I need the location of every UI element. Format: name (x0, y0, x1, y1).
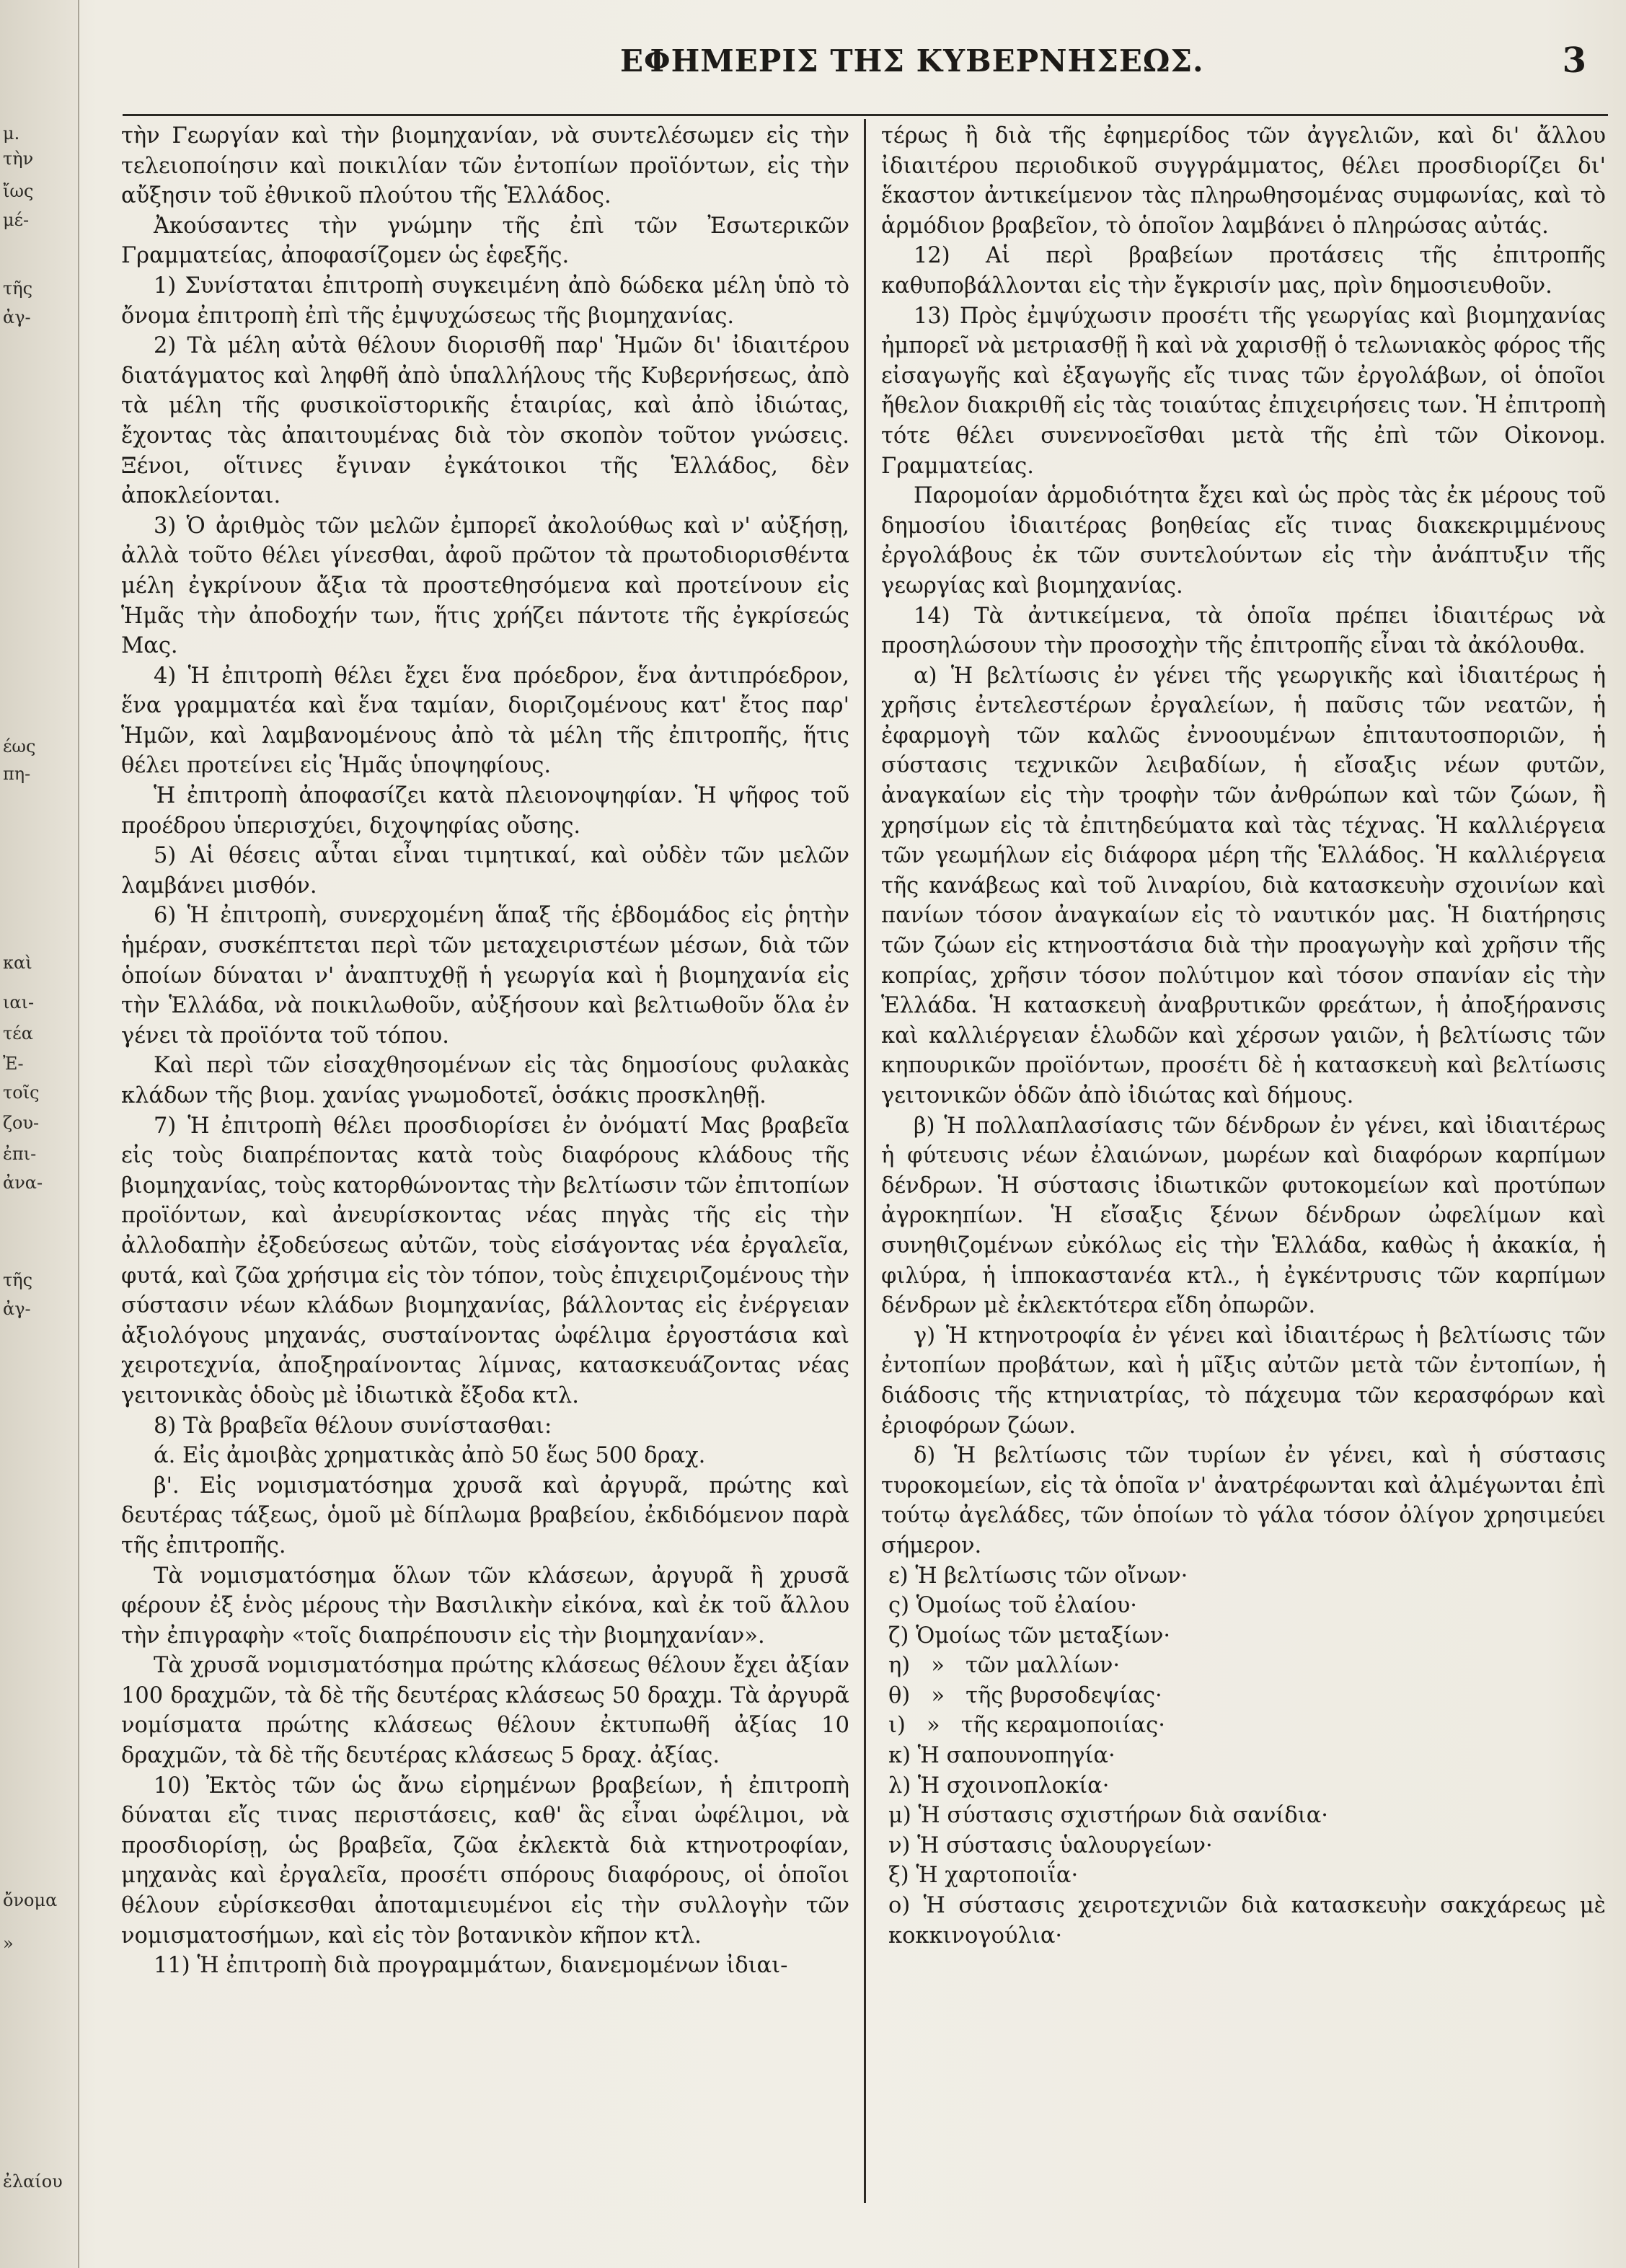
margin-fragment: ζου- (3, 1113, 40, 1133)
header-rule (123, 114, 1608, 116)
article-10: 10) Ἐκτὸς τῶν ὡς ἄνω εἰρημένων βραβείων, ἡ ἐπιτροπὴ δύναται εἴς τινας περιστάσεις, καθ' ἃς εἶναι ὠφέλιμοι, νὰ προσδιορίσῃ, ὡς βραβεῖα, ζῶα ἐκλεκτὰ διὰ κτηνοτροφίαν, μηχανὰς καὶ ἐργαλεῖα, προσέτι σπόρους διαφόρους, οἱ ὁποῖοι θέλουν εὑρίσκεσθαι ἀποταμιευμένοι εἰς τὴν συλλογὴν τῶν νομισματοσήμων, καὶ εἰς τὸν βοτανικὸν κῆπον κτλ. (121, 1773, 849, 1949)
list-item: ο) Ἡ σύστασις χειροτεχνιῶν διὰ κατασκευὴν σακχάρεως μὲ κοκκινογούλια· (888, 1893, 1606, 1949)
article-5: 5) Αἱ θέσεις αὗται εἶναι τιμητικαί, καὶ οὐδὲν τῶν μελῶν λαμβάνει μισθόν. (121, 843, 849, 899)
article-4: 4) Ἡ ἐπιτροπὴ θέλει ἔχει ἕνα πρόεδρον, ἕνα ἀντιπρόεδρον, ἕνα γραμματέα καὶ ἕνα ταμίαν, διοριζομένους κατ' ἔτος παρ' Ἡμῶν, καὶ λαμβανομένους ἀπὸ τὰ μέλη τῆς ἐπιτροπῆς, ἥτις θέλει προτείνει εἰς Ἡμᾶς ὑποψηφίους. (121, 663, 849, 779)
margin-fragment: ἴως (3, 181, 34, 201)
newspaper-title: ΕΦΗΜΕΡΙΣ ΤΗΣ ΚΥΒΕΡΝΗΣΕΩΣ. (620, 43, 1204, 79)
list-item: μ) Ἡ σύστασις σχιστήρων διὰ σανίδια· (888, 1803, 1328, 1829)
margin-fragment: τέα (3, 1023, 33, 1043)
article-13: 13) Πρὸς ἐμψύχωσιν προσέτι τῆς γεωργίας καὶ βιομηχανίας ἠμπορεῖ νὰ μετριασθῇ ἢ καὶ νὰ χαρισθῇ ὁ τελωνιακὸς φόρος τῆς εἰσαγωγῆς καὶ ἐξαγωγῆς εἴς τινας τῶν ἐργολάβων, οἱ ὁποῖοι ἤθελον διακριθῆ εἰς τὰς τοιαύτας ἐπιχειρήσεις των. Ἡ ἐπιτροπὴ τότε θέλει συνεννοεῖσθαι μετὰ τῆς ἐπὶ τῶν Οἰκονομ. Γραμματείας. (881, 303, 1606, 479)
margin-fragment: ἐπι- (3, 1144, 37, 1164)
list-item: η) » τῶν μαλλίων· (888, 1653, 1121, 1679)
page-number: 3 (1562, 40, 1586, 81)
list-item: ζ) Ὁμοίως τῶν μεταξίων· (888, 1623, 1171, 1649)
margin-fragment: μέ- (3, 210, 30, 230)
list-item: λ) Ἡ σχοινοπλοκία· (888, 1773, 1110, 1799)
article-3: 3) Ὁ ἀριθμὸς τῶν μελῶν ἐμπορεῖ ἀκολούθως καὶ ν' αὐξήσῃ, ἀλλὰ τοῦτο θέλει γίνεσθαι, ἀφοῦ πρῶτον τὰ πρωτοδιορισθέντα μέλη ἐγκρίνουν ἄξια τὰ προστεθησόμενα καὶ προτείνουν εἰς Ἡμᾶς τὴν ἀποδοχήν των, ἥτις χρήζει πάντοτε τῆς ἐγκρίσεώς Μας. (121, 513, 849, 659)
paragraph: τέρως ἢ διὰ τῆς ἐφημερίδος τῶν ἀγγελιῶν, καὶ δι' ἄλλου ἰδιαιτέρου περιοδικοῦ συγγράμματος, θέλει προσδιορίζει δι' ἕκαστον ἀντικείμενον τὰς πληρωθησομένας συμφωνίας, καὶ τὸ ἁρμόδιον βραβεῖον, τὸ ὁποῖον λαμβάνει ὁ πληρώσας αὐτάς. (881, 123, 1606, 239)
column-divider (864, 119, 866, 2203)
margin-fragment: τῆς (3, 278, 33, 299)
paragraph: Καὶ περὶ τῶν εἰσαχθησομένων εἰς τὰς δημοσίους φυλακὰς κλάδων τῆς βιομ. χανίας γνωμοδοτεῖ, ὁσάκις προσκληθῇ. (121, 1053, 849, 1108)
left-column (121, 121, 849, 2256)
margin-fragment: ἀγ- (3, 307, 31, 327)
margin-fragment: πη- (3, 764, 31, 784)
list-item: ε) Ἡ βελτίωσις τῶν οἴνων· (888, 1563, 1188, 1589)
margin-fragment: τῆς (3, 1270, 33, 1290)
article-11: 11) Ἡ ἐπιτροπὴ διὰ προγραμμάτων, διανεμομένων ἰδιαι- (154, 1953, 788, 1979)
margin-fragment: ιαι- (3, 992, 35, 1012)
item-alpha: α) Ἡ βελτίωσις ἐν γένει τῆς γεωργικῆς καὶ ἰδιαιτέρως ἡ χρῆσις ἐντελεστέρων ἐργαλείων, ἡ παῦσις τῶν νεατῶν, ἡ ἐφαρμογὴ τῶν καλῶς ἐννοουμένων ἐπιταυτοσποριῶν, ἡ σύστασις τεχνικῶν λειβαδίων, ἡ εἴσαξις νέων φυτῶν, ἀναγκαίων εἰς τὴν τροφὴν τῶν ἀνθρώπων καὶ τῶν ζώων, ἢ χρησίμων εἰς τὰ ἐπιτηδεύματα καὶ τὰς τέχνας. Ἡ καλλιέργεια τῶν γεωμήλων εἰς διάφορα μέρη τῆς Ἑλλάδος. Ἡ καλλιέργεια τῆς κανάβεως καὶ τοῦ λιναρίου, διὰ κατασκευὴν σχοινίων καὶ πανίων τόσον ἀναγκαίων εἰς τὸ ναυτικόν μας. Ἡ διατήρησις τῶν ζώων εἰς κτηνοστάσια διὰ τὴν προαγωγὴν καὶ χρῆσιν τῆς κοπρίας, χρῆσιν τόσον πολύτιμον καὶ τόσον σπανίαν εἰς τὴν Ἑλλάδα. Ἡ κατασκευὴ ἀναβρυτικῶν φρεάτων, ἡ ἀποξήρανσις καὶ καλλιέργειαν ἑλωδῶν καὶ χέρσων γαιῶν, ἡ βελτίωσις τῶν κηπουρικῶν προϊόντων, προσέτι δὲ ἡ κατασκευὴ καὶ βελτίωσις γειτονικῶν ὁδῶν ἀπὸ ἰδιώτας καὶ δήμους. (881, 663, 1606, 1108)
list-item: ξ) Ἡ χαρτοποιΐα· (888, 1863, 1079, 1889)
article-8-item-a: ά. Εἰς ἀμοιβὰς χρηματικὰς ἀπὸ 50 ἕως 500 δραχ. (154, 1443, 706, 1469)
paragraph: Τὰ νομισματόσημα ὅλων τῶν κλάσεων, ἀργυρᾶ ἢ χρυσᾶ φέρουν ἐξ ἑνὸς μέρους τὴν Βασιλικὴν εἰκόνα, καὶ ἐκ τοῦ ἄλλου τὴν ἐπιγραφὴν «τοῖς διαπρέπουσιν εἰς τὴν βιομηχανίαν». (121, 1563, 849, 1649)
item-beta: β) Ἡ πολλαπλασίασις τῶν δένδρων ἐν γένει, καὶ ἰδιαιτέρως ἡ φύτευσις νέων ἐλαιώνων, μωρέων καὶ διαφόρων καρπίμων δένδρων. Ἡ σύστασις ἰδιωτικῶν φυτοκομείων καὶ προτύπων ἀγροκηπίων. Ἡ εἴσαξις ξένων δένδρων ὠφελίμων καὶ συνηθιζομένων εὐκόλως εἰς τὴν Ἑλλάδα, καθὼς ἡ ἀκακία, ἡ φιλύρα, ἡ ἱπποκαστανέα κτλ., ἡ ἐγκέντρυσις τῶν καρπίμων δένδρων μὲ ἐκλεκτότερα εἴδη ὀπωρῶν. (881, 1113, 1606, 1319)
margin-fragment: τὴν (3, 149, 34, 169)
paragraph: Ἀκούσαντες τὴν γνώμην τῆς ἐπὶ τῶν Ἐσωτερικῶν Γραμματείας, ἀποφασίζομεν ὡς ἑφεξῆς. (121, 213, 849, 269)
margin-fragment: ἐλαίου (3, 2171, 63, 2192)
margin-fragment: μ. (3, 123, 20, 144)
margin-fragment: τοῖς (3, 1082, 40, 1103)
item-gamma: γ) Ἡ κτηνοτροφία ἐν γένει καὶ ἰδιαιτέρως ἡ βελτίωσις τῶν ἐντοπίων προβάτων, καὶ ἡ μῖξις αὐτῶν μετὰ τῶν ἐντοπίων, ἡ διάδοσις τῆς κτηνιατρίας, τὸ πάχευμα τῶν κερασφόρων καὶ ἐριοφόρων ζώων. (881, 1323, 1606, 1439)
paragraph: Τὰ χρυσᾶ νομισματόσημα πρώτης κλάσεως θέλουν ἔχει ἀξίαν 100 δραχμῶν, τὰ δὲ τῆς δευτέρας κλάσεως 50 δραχμ. Τὰ ἀργυρᾶ νομίσματα πρώτης κλάσεως θέλουν ἐκτυπωθῆ ἀξίας 10 δραχμῶν, τὰ δὲ τῆς δευτέρας κλάσεως 5 δραχ. ἀξίας. (121, 1653, 849, 1769)
margin-fragment: ἀγ- (3, 1299, 31, 1319)
article-7: 7) Ἡ ἐπιτροπὴ θέλει προσδιορίσει ἐν ὀνόματί Μας βραβεῖα εἰς τοὺς διαπρέποντας κατὰ τοὺς διαφόρους κλάδους τῆς βιομηχανίας, τοὺς κατορθώνοντας τὴν βελτίωσιν τῶν ἐπιτοπίων προϊόντων, καὶ ἀνευρίσκοντας νέας πηγὰς τῆς εἰς τὴν ἀλλοδαπὴν ἐξοδεύσεως αὐτῶν, τοὺς εἰσάγοντας νέα ἐργαλεῖα, φυτά, καὶ ζῶα χρήσιμα εἰς τὸν τόπον, τοὺς ἐπιχειριζομένους τὴν σύστασιν νέων κλάδων βιομηχανίας, βάλλοντας εἰς ἐνέργειαν ἀξιολόγους μηχανάς, συσταίνοντας ὠφέλιμα ἐργοστάσια καὶ χειροτεχνία, ἀποξηραίνοντας λίμνας, κατασκευάζοντας νέας γειτονικὰς ὁδοὺς μὲ ἰδιωτικὰ ἔξοδα κτλ. (121, 1113, 849, 1408)
margin-fragment: » (3, 1933, 14, 1954)
list-item: ν) Ἡ σύστασις ὑαλουργείων· (888, 1832, 1213, 1858)
article-6: 6) Ἡ ἐπιτροπὴ, συνερχομένη ἅπαξ τῆς ἑβδομάδος εἰς ῥητὴν ἡμέραν, συσκέπτεται περὶ τῶν μεταχειριστέων μέσων, διὰ τῶν ὁποίων δύναται ν' ἀναπτυχθῇ ἡ γεωργία καὶ ἡ βιομηχανία εἰς τὴν Ἑλλάδα, νὰ ποικιλωθοῦν, αὐξήσουν καὶ βελτιωθοῦν ὅλα ἐν γένει τὰ προϊόντα τοῦ τόπου. (121, 903, 849, 1049)
article-1: 1) Συνίσταται ἐπιτροπὴ συγκειμένη ἀπὸ δώδεκα μέλη ὑπὸ τὸ ὄνομα ἐπιτροπὴ ἐπὶ τῆς ἐμψυχώσεως τῆς βιομηχανίας. (121, 273, 849, 329)
margin-fragment: Ἐ- (3, 1054, 24, 1074)
right-column (881, 121, 1606, 2256)
list-item: ι) » τῆς κεραμοποιίας· (888, 1713, 1165, 1739)
paragraph: τὴν Γεωργίαν καὶ τὴν βιομηχανίαν, νὰ συντελέσωμεν εἰς τὴν τελειοποίησιν καὶ ποικιλίαν τῶν ἐντοπίων προϊόντων, εἰς τὴν αὔξησιν τοῦ ἐθνικοῦ πλούτου τῆς Ἑλλάδος. (121, 123, 849, 209)
article-12: 12) Αἱ περὶ βραβείων προτάσεις τῆς ἐπιτροπῆς καθυποβάλλονται εἰς τὴν ἔγκρισίν μας, πρὶν δημοσιευθοῦν. (881, 243, 1606, 299)
article-14: 14) Τὰ ἀντικείμενα, τὰ ὁποῖα πρέπει ἰδιαιτέρως νὰ προσηλώσουν τὴν προσοχὴν τῆς ἐπιτροπῆς εἶναι τὰ ἀκόλουθα. (881, 603, 1606, 659)
item-delta: δ) Ἡ βελτίωσις τῶν τυρίων ἐν γένει, καὶ ἡ σύστασις τυροκομείων, εἰς τὰ ὁποῖα ν' ἀνατρέφωνται καὶ ἀλμέγωνται ἐπὶ τούτῳ ἀγελάδες, τῶν ὁποίων τὸ γάλα τόσον ὀλίγον χρησιμεύει σήμερον. (881, 1443, 1606, 1558)
margin-fragment: ἀνα- (3, 1173, 43, 1193)
paragraph: Παρομοίαν ἁρμοδιότητα ἔχει καὶ ὡς πρὸς τὰς ἐκ μέρους τοῦ δημοσίου ἰδιαιτέρας βοηθείας εἴς τινας διακεκριμμένους ἐργολάβους ἐκ τῶν συντελούντων εἰς τὴν ἀνάπτυξιν τῆς γεωργίας καὶ βιομηχανίας. (881, 483, 1606, 599)
margin-fragment: έως (3, 736, 36, 756)
list-item: θ) » τῆς βυρσοδεψίας· (888, 1682, 1162, 1708)
margin-fragment: ὄνομα (3, 1890, 58, 1910)
article-2: 2) Τὰ μέλη αὐτὰ θέλουν διορισθῆ παρ' Ἡμῶν δι' ἰδιαιτέρου διατάγματος καὶ ληφθῆ ἀπὸ ὑπαλλήλους τῆς Κυβερνήσεως, ἀπὸ τὰ μέλη τῆς φυσικοϊστορικῆς ἑταιρίας, καὶ ἀπὸ ἰδιώτας, ἔχοντας τὰς ἀπαιτουμένας διὰ τὸν σκοπὸν τοῦτον γνώσεις. Ξένοι, οἵτινες ἔγιναν ἐγκάτοικοι τῆς Ἑλλάδος, δὲν ἀποκλείονται. (121, 333, 849, 509)
previous-page-margin (0, 0, 79, 2268)
page-header (620, 37, 1586, 95)
list-item: κ) Ἡ σαπουνοπηγία· (888, 1743, 1115, 1769)
list-item: ς) Ὁμοίως τοῦ ἐλαίου· (888, 1593, 1138, 1619)
article-8: 8) Τὰ βραβεῖα θέλουν συνίστασθαι: (154, 1413, 552, 1439)
article-8-item-b: β'. Εἰς νομισματόσημα χρυσᾶ καὶ ἀργυρᾶ, πρώτης καὶ δευτέρας τάξεως, ὁμοῦ μὲ δίπλωμα βραβείου, ἐκδιδόμενον παρὰ τῆς ἐπιτροπῆς. (121, 1473, 849, 1558)
margin-fragment: καὶ (3, 953, 32, 973)
paragraph: Ἡ ἐπιτροπὴ ἀποφασίζει κατὰ πλειονοψηφίαν. Ἡ ψῆφος τοῦ προέδρου ὑπερισχύει, διχοψηφίας οὔσης. (121, 783, 849, 839)
